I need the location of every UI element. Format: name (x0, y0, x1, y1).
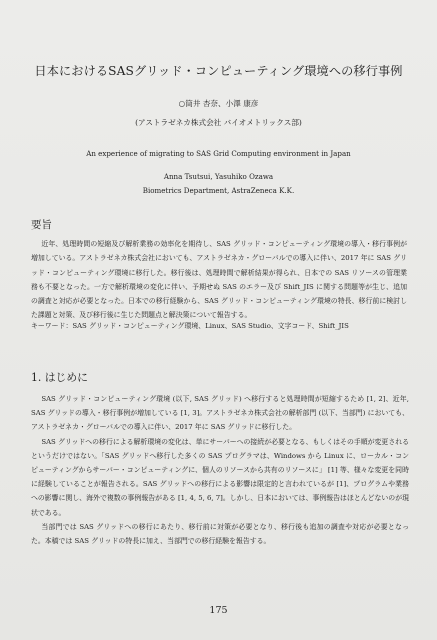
authors-english: Anna Tsutsui, Yasuhiko Ozawa (163, 172, 274, 181)
section-heading-introduction: 1. はじめに (31, 371, 88, 384)
introduction-paragraph: SAS グリッド・コンピューティング環境 (以下, SAS グリッド) へ移行すると処理時間が短縮するため [1, 2]、近年, SAS グリッドの導入・移行事例が増加している [1, 3]。アストラゼネカ株式会社の解析部門 (以下、当部門) においても、アストラゼネカ・グローバルでの導入に伴い、2017 年に SAS グリッドに移行した。 (31, 395, 409, 432)
paper-title-english: An experience of migrating to SAS Grid Computing environment in Japan (86, 149, 351, 158)
keywords: キーワード：SAS グリッド・コンピューティング環境、Linux、SAS Studio、文字コード、Shift_JIS (31, 322, 349, 330)
authors-japanese: ○筒井 杏奈、小澤 康彦 (178, 99, 259, 108)
affiliation-english: Biometrics Department, AstraZeneca K.K. (142, 186, 295, 195)
abstract-text: 近年、処理時間の短縮及び解析業務の効率化を期待し、SAS グリッド・コンピューティング環境の導入・移行事例が増加している。アストラゼネカ株式会社においても、アストラゼネカ・グローバルでの導入に伴い、2017 年に SAS グリッド・コンピューティング環境に移行した。移行後は、処理時間で解析結果が得られ、日本での SAS リソースの管理業務も不要となった。一方で解析環境の変化に伴い、予期せぬ SAS のエラー及び Shift_JIS に関する問題等が生じ、追加の調査と対応が必要となった。日本での移行経験から、SAS グリッド・コンピューティング環境の特長、移行前に検討した課題と対策、及び移行後に生じた問題点と解決策について報告する。 (31, 240, 407, 320)
abstract-heading: 要旨 (31, 219, 52, 231)
paper-title: 日本におけるSASグリッド・コンピューティング環境への移行事例 (34, 64, 403, 78)
page-number: 175 (209, 605, 228, 616)
introduction-body (31, 392, 409, 548)
affiliation-japanese: (アストラゼネカ株式会社 バイオメトリックス部) (135, 118, 302, 127)
introduction-paragraph: SAS グリッドへの移行による解析環境の変化は、単にサーバーへの接続が必要となる、もしくはその手順が変更されるというだけではない。「SAS グリッドへ移行した多くの SAS プログラマは、Windows から Linux に、ローカル・コンピューティングからサーバー・コンピューティングに、個人のリソースから共有のリソースに」 [1] 等、様々な変更を同時に経験していることが報告される。SAS グリッドへの移行による影響は限定的と言われているが [1]、プログラムや業務への影響に関し、海外で複数の事例報告がある [1, 4, 5, 6, 7]。しかし、日本においては、事例報告はほとんどないのが現状である。 (31, 437, 409, 517)
introduction-paragraph: 当部門では SAS グリッドへの移行にあたり、移行前に対策が必要となり、移行後も追加の調査や対応が必要となった。本稿では SAS グリッドの特長に加え、当部門での移行経験を報告する。 (31, 522, 409, 546)
